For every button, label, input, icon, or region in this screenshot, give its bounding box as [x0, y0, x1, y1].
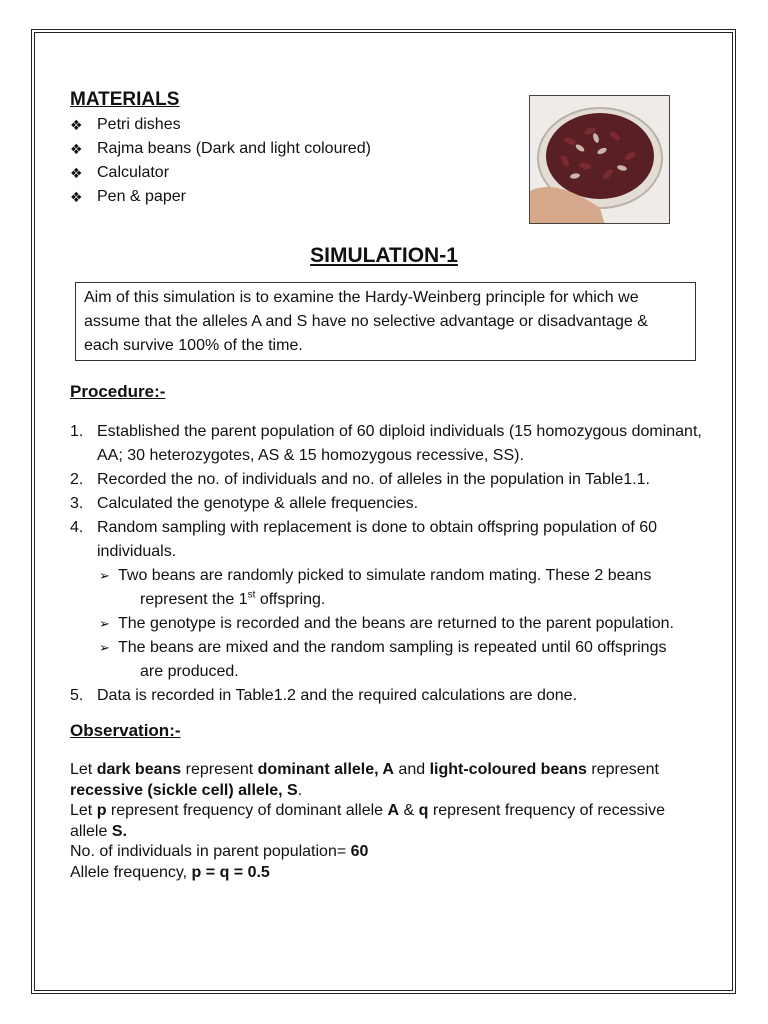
procedure-step — [70, 468, 710, 492]
text: No. of individuals in parent population= — [70, 843, 351, 860]
text: represent — [181, 761, 258, 778]
material-label: Pen & paper — [97, 188, 186, 205]
step-number: 4. — [70, 519, 84, 536]
text: represent frequency of recessive — [428, 802, 665, 819]
material-label: Calculator — [97, 164, 170, 181]
list-item — [70, 185, 371, 209]
step-text: Calculated the genotype & allele frequencies. — [97, 495, 419, 512]
arrow-bullet-icon: ➢ — [99, 568, 110, 583]
bold-text: = 0.5 — [229, 863, 270, 881]
bold-text: light-coloured beans — [429, 761, 587, 778]
observation-line — [70, 781, 710, 802]
substep-text: are produced. — [140, 663, 239, 680]
text: Let — [70, 761, 97, 778]
arrow-bullet-icon: ➢ — [99, 616, 110, 631]
materials-heading: MATERIALS — [70, 89, 180, 110]
observation-text — [70, 760, 710, 883]
diamond-bullet-icon: ❖ — [70, 117, 83, 133]
list-item — [70, 161, 371, 185]
aim-box: Aim of this simulation is to examine the Hardy-Weinberg principle for which we assume that the alleles A and S have no selective advantage or disadvantage & each survive 100% of the time. — [75, 282, 696, 361]
petri-dish-beans-illustration — [530, 96, 670, 224]
procedure-step — [70, 492, 710, 516]
observation-line — [70, 863, 710, 884]
procedure-step — [70, 420, 710, 468]
step-number: 2. — [70, 471, 84, 488]
bold-text: dark beans — [96, 761, 182, 778]
diamond-bullet-icon: ❖ — [70, 141, 83, 157]
list-item — [70, 137, 371, 161]
text: and — [393, 761, 430, 778]
text: represent frequency of dominant allele — [106, 802, 388, 819]
diamond-bullet-icon: ❖ — [70, 189, 83, 205]
procedure-step — [70, 516, 710, 564]
substep-text: The beans are mixed and the random sampling is repeated until 60 offsprings — [118, 639, 667, 656]
procedure-list — [70, 420, 710, 708]
text: . — [297, 781, 303, 799]
step-text: Recorded the no. of individuals and no. of alleles in the population in Table1.1. — [97, 471, 650, 488]
bold-text: q — [219, 863, 230, 881]
bold-text: S. — [111, 822, 127, 840]
text: represent — [586, 761, 659, 778]
material-label: Petri dishes — [97, 116, 181, 133]
step-number: 3. — [70, 495, 84, 512]
bold-text: dominant allele, A — [257, 761, 394, 778]
diamond-bullet-icon: ❖ — [70, 165, 83, 181]
step-text: Data is recorded in Table1.2 and the required calculations are done. — [97, 687, 578, 704]
step-text: Established the parent population of 60 diploid individuals (15 homozygous dominant, AA; 30 heterozygotes, AS & 15 homozygous recessive, SS). — [97, 423, 702, 464]
procedure-substep — [70, 564, 710, 612]
text: Let — [70, 802, 97, 819]
substep-text: represent the 1 — [140, 591, 248, 608]
procedure-step — [70, 684, 710, 708]
bold-text: p — [191, 863, 202, 881]
simulation-title: SIMULATION-1 — [310, 244, 458, 267]
bold-text: q — [418, 802, 429, 819]
text: Allele frequency, — [70, 863, 192, 881]
substep-text: Two beans are randomly picked to simulate random mating. These 2 beans — [118, 567, 652, 584]
observation-heading: Observation:- — [70, 721, 181, 740]
step-text: Random sampling with replacement is done to obtain offspring population of 60 individuals. — [97, 519, 658, 560]
substep-text: The genotype is recorded and the beans are returned to the parent population. — [118, 615, 674, 632]
step-number: 5. — [70, 687, 84, 704]
text: allele — [70, 822, 112, 840]
materials-list — [70, 113, 371, 209]
procedure-substep — [70, 636, 710, 684]
observation-line — [70, 842, 710, 863]
bold-text: = — [201, 863, 220, 881]
bold-text: A — [387, 802, 400, 819]
procedure-heading: Procedure:- — [70, 382, 166, 401]
text: & — [399, 802, 419, 819]
material-label: Rajma beans (Dark and light coloured) — [97, 140, 371, 157]
step-number: 1. — [70, 423, 84, 440]
observation-line — [70, 822, 710, 843]
list-item — [70, 113, 371, 137]
observation-line — [70, 760, 710, 781]
beans-photo — [529, 95, 670, 224]
bold-text: recessive (sickle cell) allele, S — [70, 781, 298, 799]
observation-line — [70, 801, 710, 822]
bold-text: 60 — [350, 843, 369, 860]
arrow-bullet-icon: ➢ — [99, 640, 110, 655]
substep-text: offspring. — [255, 591, 326, 608]
procedure-substep — [70, 612, 710, 636]
bold-text: p — [96, 802, 107, 819]
superscript: st — [247, 589, 256, 601]
